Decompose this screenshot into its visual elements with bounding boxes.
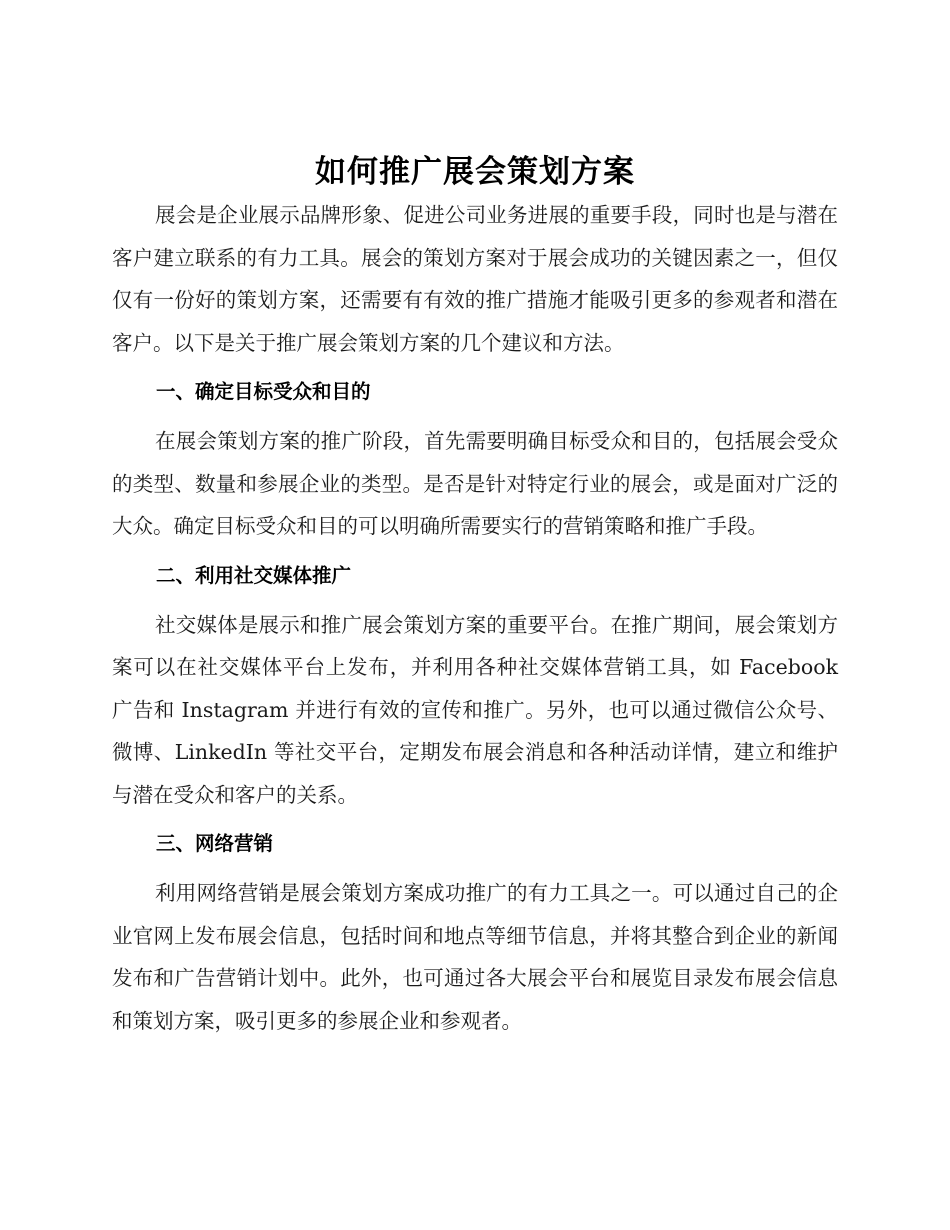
section-heading: 一、确定目标受众和目的 xyxy=(156,380,371,403)
section-heading: 二、利用社交媒体推广 xyxy=(156,563,352,587)
section-target-audience xyxy=(112,376,838,548)
section-heading: 三、网络营销 xyxy=(156,832,274,855)
section-paragraph: 社交媒体是展示和推广展会策划方案的重要平台。在推广期间，展会策划方案可以在社交媒体平台上发布，并利用各种社交媒体营销工具，如 Facebook 广告和 Instagram 并进行有效的宣传和推广。另外，也可以通过微信公众号、微博、LinkedIn 等社交平台，定期发布展会消息和各种活动详情，建立和维护与潜在受众和客户的关系。 xyxy=(112,612,838,807)
section-online-marketing xyxy=(112,828,838,1042)
section-social-media xyxy=(112,560,838,817)
section-paragraph: 在展会策划方案的推广阶段，首先需要明确目标受众和目的，包括展会受众的类型、数量和参展企业的类型。是否是针对特定行业的展会，或是面对广泛的大众。确定目标受众和目的可以明确所需要实行的营销策略和推广手段。 xyxy=(112,429,838,538)
section-paragraph: 利用网络营销是展会策划方案成功推广的有力工具之一。可以通过自己的企业官网上发布展会信息，包括时间和地点等细节信息，并将其整合到企业的新闻发布和广告营销计划中。此外，也可通过各大展会平台和展览目录发布展会信息和策划方案，吸引更多的参展企业和参观者。 xyxy=(112,881,838,1033)
document-title: 如何推广展会策划方案 xyxy=(315,154,635,190)
document-page xyxy=(112,150,838,1042)
intro-paragraph: 展会是企业展示品牌形象、促进公司业务进展的重要手段，同时也是与潜在客户建立联系的有力工具。展会的策划方案对于展会成功的关键因素之一，但仅仅有一份好的策划方案，还需要有有效的推广措施才能吸引更多的参观者和潜在客户。以下是关于推广展会策划方案的几个建议和方法。 xyxy=(112,203,838,355)
